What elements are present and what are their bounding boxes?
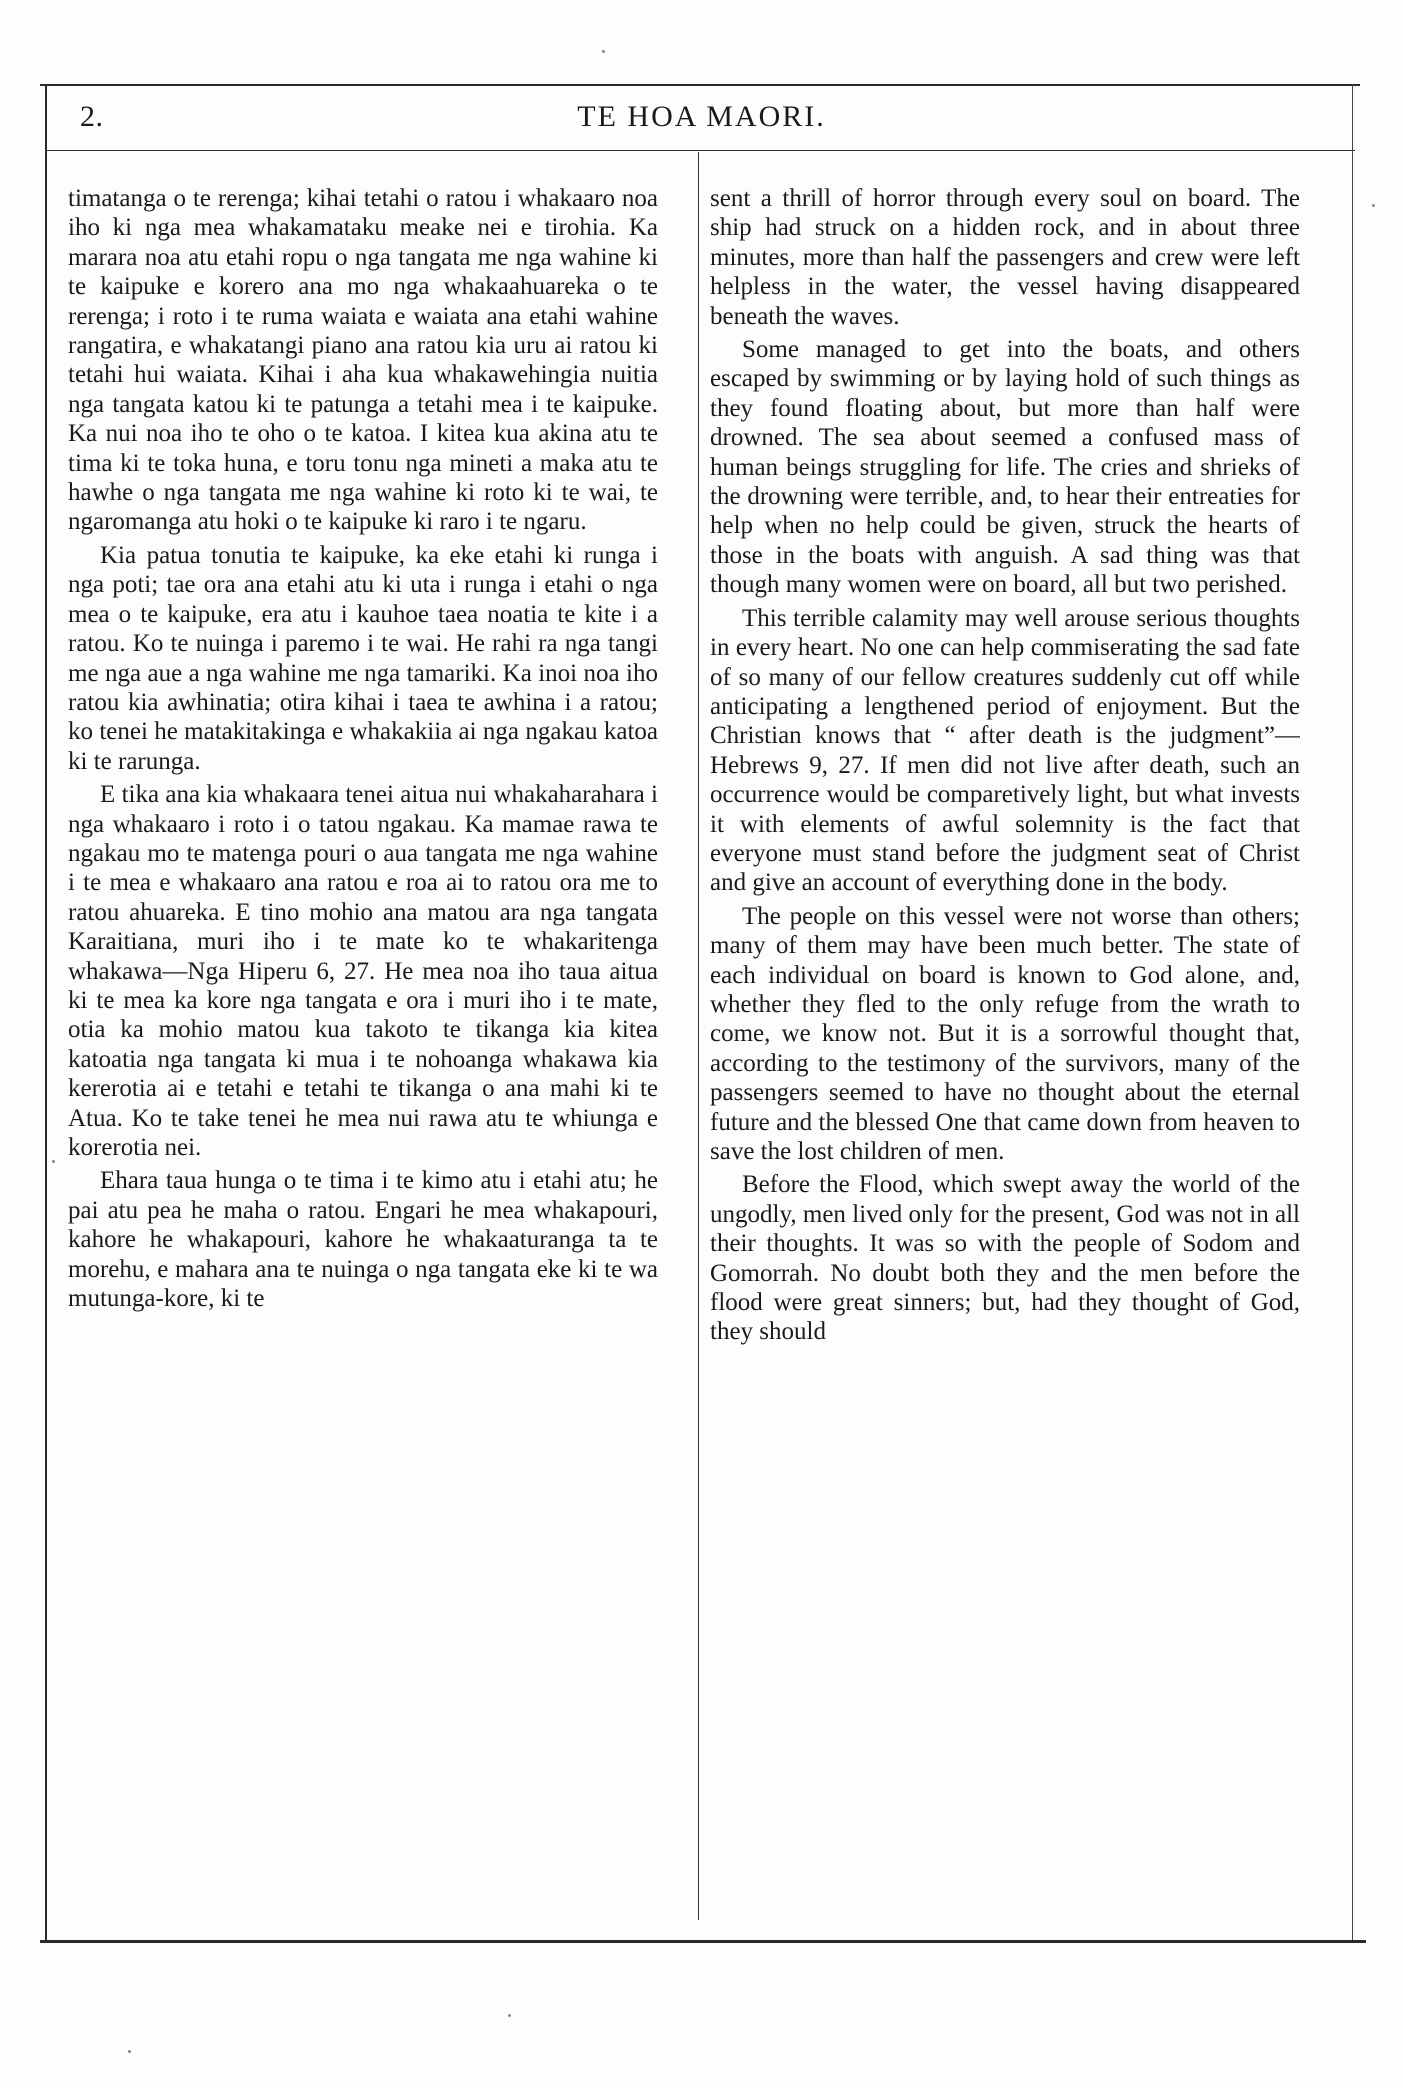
paragraph: The people on this vessel were not worse than others; many of them may have been much better. The state of each individual on board is known to God alone, and, whether they fled to the only refuge from the wrath to come, we know not. But it is a sorrowful thought that, according to the testimony of the survivors, many of the passengers seemed to have no thought about the eternal future and the blessed One that came down from heaven to save the lost children of men.	[710, 902, 1300, 1165]
print-speck	[128, 2050, 131, 2053]
frame-left-rule	[45, 84, 47, 1942]
frame-right-rule	[1352, 84, 1353, 1942]
right-column-english-text	[710, 184, 1300, 1924]
header-rule	[45, 150, 1355, 151]
page-title: TE HOA MAORI.	[577, 100, 826, 133]
paragraph: Ehara taua hunga o te tima i te kimo atu i etahi atu; he pai atu pea he maha o ratou. Engari he mea whakapouri, kahore he whakapouri, kahore he whakaaturanga ta te morehu, e mahara ana te nuinga o nga tangata eke ki te wa mutunga-kore, ki te	[68, 1167, 658, 1313]
frame-bottom-rule	[40, 1940, 1366, 1943]
paragraph: Some managed to get into the boats, and others escaped by swimming or by laying hold of such things as they found floating about, but more than half were drowned. The sea about seemed a confused mass of human beings struggling for life. The cries and shrieks of the drowning were terrible, and, to hear their entreaties for help when no help could be given, struck the hearts of those in the boats with anguish. A sad thing was that though many women were on board, all but two perished.	[710, 336, 1300, 599]
print-speck	[1372, 204, 1375, 207]
paragraph: sent a thrill of horror through every soul on board. The ship had struck on a hidden rock, and in about three minutes, more than half the passengers and crew were left helpless in the water, the vessel having disappeared beneath the waves.	[710, 185, 1300, 330]
print-speck	[52, 1160, 55, 1163]
frame-top-rule	[40, 84, 1360, 86]
left-column-maori-text	[68, 184, 658, 1924]
paragraph: Before the Flood, which swept away the world of the ungodly, men lived only for the present, God was not in all their thoughts. It was so with the people of Sodom and Gomorrah. No doubt both they and the men before the flood were great sinners; but, had they thought of God, they should	[710, 1171, 1300, 1346]
page-number: 2.	[80, 100, 104, 133]
paragraph: Kia patua tonutia te kaipuke, ka eke etahi ki runga i nga poti; tae ora ana etahi atu ki uta i runga i etahi o nga mea o te kaipuke, era atu i kauhoe taea noatia te kite i a ratou. Ko te nuinga i paremo i te wai. He rahi ra nga tangi me nga aue a nga wahine me nga tamariki. Ka inoi noa iho ratou kia awhinatia; otira kihai i taea te awhina i a ratou; ko tenei he matakitakinga e whakakiia ai nga ngakau katoa ki te rarunga.	[68, 541, 658, 775]
print-speck	[508, 2014, 511, 2017]
paragraph: E tika ana kia whakaara tenei aitua nui whakaharahara i nga whakaaro i roto i o tatou ngakau. Ka mamae rawa te ngakau mo te matenga pouri o aua tangata me nga wahine i te mea e whakaaro ana ratou e roa ai to ratou ora me to ratou ahuareka. E tino mohio ana matou ara nga tangata Karaitiana, muri iho i te mate ko te whakaritenga whakawa—Nga Hiperu 6, 27. He mea noa iho taua aitua ki te mea ka kore nga tangata e ora i muri iho i te mate, otia ka mohio matou kua takoto te tikanga kia kitea katoatia nga tangata ki mua i te nohoanga whakawa kia kererotia ai e tetahi e tetahi te tikanga o ana mahi ki te Atua. Ko te take tenei he mea nui rawa atu te whiunga e korerotia nei.	[68, 781, 658, 1161]
paragraph: This terrible calamity may well arouse serious thoughts in every heart. No one can help commiserating the sad fate of so many of our fellow creatures suddenly cut off while anticipating a lengthened period of enjoyment. But the Christian knows that “ after death is the judgment”—Hebrews 9, 27. If men did not live after death, such an occurrence would be comparetively light, but what invests it with elements of awful solemnity is the fact that everyone must stand before the judgment seat of Christ and give an account of everything done in the body.	[710, 604, 1300, 897]
paragraph: timatanga o te rerenga; kihai tetahi o ratou i whakaaro noa iho ki nga mea whakamataku meake nei e tirohia. Ka marara noa atu etahi ropu o nga tangata me nga wahine ki te kaipuke e korero ana mo nga whakaahuareka o te rerenga; i roto i te ruma waiata e waiata ana etahi wahine rangatira, e whakatangi piano ana ratou kia uru ai ratou ki tetahi hui waiata. Kihai i aha kua whakawehingia nuitia nga tangata katou ki te patunga a tetahi mea i te kaipuke. Ka nui noa iho te oho o te katoa. I kitea kua akina atu te tima ki te toka huna, e toru tonu nga mineti a maka atu te hawhe o nga tangata me nga wahine ki roto ki te wai, te ngaromanga atu hoki o te kaipuke ki raro i te ngaru.	[68, 185, 658, 536]
print-speck	[602, 50, 605, 53]
column-divider	[698, 152, 699, 1920]
